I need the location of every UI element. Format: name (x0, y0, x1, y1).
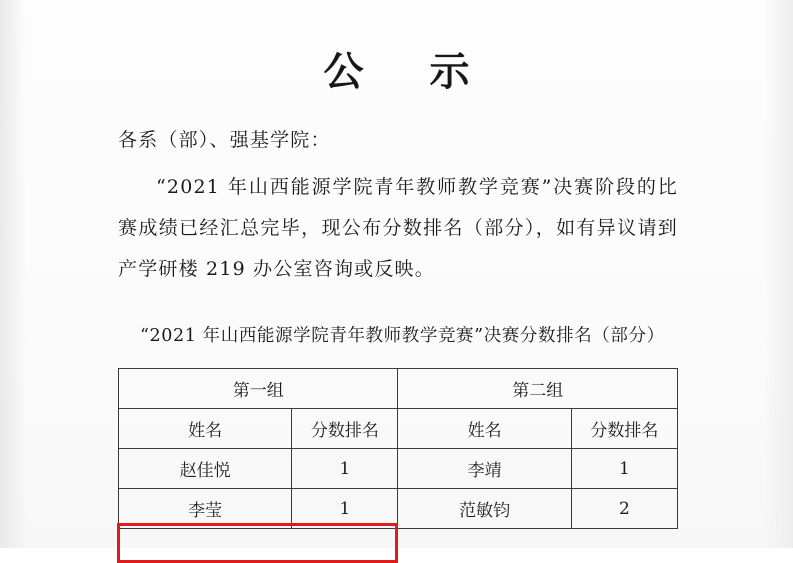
cell-name-2: 李靖 (398, 449, 571, 489)
table-column-header-row (119, 409, 678, 449)
cell-rank-1: 1 (292, 489, 398, 529)
group-header-cell-2: 第二组 (398, 369, 678, 409)
body-paragraph-1: “2021 年山西能源学院青年教师教学竞赛”决赛阶段的比赛成绩已经汇总完毕，现公布分数排名（部分），如有异议请到产学研楼 219 办公室咨询或反映。 (118, 176, 678, 280)
cell-rank-2: 2 (571, 489, 677, 529)
cell-rank-1: 1 (292, 449, 398, 489)
document-body (118, 120, 678, 290)
highlight-annotation-box (117, 523, 398, 563)
table-caption: “2021 年山西能源学院青年教师教学竞赛”决赛分数排名（部分） (140, 326, 665, 346)
column-header-rank-2: 分数排名 (571, 409, 677, 449)
group-header-cell-1: 第一组 (119, 369, 398, 409)
table-group-header-row (119, 369, 678, 409)
cell-name-1: 赵佳悦 (119, 449, 292, 489)
table-row (119, 449, 678, 489)
column-header-name-1: 姓名 (119, 409, 292, 449)
page-title: 公 示 (323, 48, 496, 95)
cell-name-1: 李莹 (119, 489, 292, 529)
salutation-line: 各系（部）、强基学院： (118, 129, 331, 151)
table-row (119, 489, 678, 529)
column-header-name-2: 姓名 (398, 409, 571, 449)
column-header-rank-1: 分数排名 (292, 409, 398, 449)
score-table (118, 368, 678, 529)
cell-name-2: 范敏钧 (398, 489, 571, 529)
cell-rank-2: 1 (571, 449, 677, 489)
